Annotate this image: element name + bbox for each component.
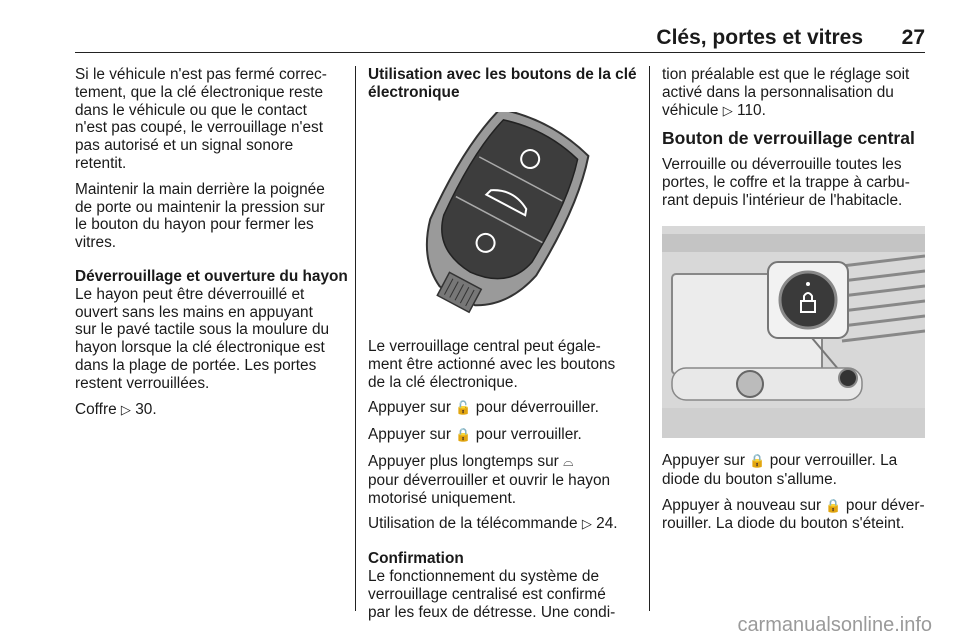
paragraph: Le verrouillage central peut égale- ment être actionné avec les boutons de la clé électronique. [368,338,616,391]
paragraph: Le hayon peut être déverrouillé et ouvert sans les mains en appuyant sur le pavé tactile sous la moulure du hayon lorsque la clé électronique est dans la plage de portée. Les portes restent verrouillées. [75,285,330,392]
paragraph: Le fonctionnement du système de verrouillage centralisé est confirmé par les feux de détresse. Une condi- [368,567,616,621]
paragraph: Verrouille ou déverrouille toutes les portes, le coffre et la trappe à carbu- rant depuis l'intérieur de l'habitacle. [662,156,910,209]
page-number: 27 [901,26,925,49]
paragraph: Maintenir la main derrière la poignée de porte ou maintenir la pression sur le bouton du hayon pour fermer les vitres. [75,180,325,252]
cross-reference[interactable]: Utilisation de la télécommande ▷ 24. [368,515,618,533]
column-divider-1 [355,66,356,611]
paragraph: Appuyer plus longtemps sur ⌓ pour déverrouiller et ouvrir le hayon motorisé uniquement. [368,452,611,507]
subheading-key-buttons: Utilisation avec les boutons de la clé électronique [368,66,637,101]
subheading-confirmation: Confirmation [368,550,464,568]
header-title: Clés, portes et vitres [656,26,863,49]
lock-icon: 🔒 [455,428,472,444]
reference-arrow-icon: ▷ [120,402,131,418]
column-2 [368,66,636,110]
cross-reference[interactable]: Coffre ▷ 30. [75,400,157,418]
tailgate-icon: ⌓ [563,454,574,470]
lock-icon: 🔒 [825,498,842,514]
lock-icon: 🔒 [749,454,766,469]
paragraph: Appuyer sur 🔒 pour verrouiller. La diode du bouton s'allume. [662,452,898,488]
electronic-key-illustration [372,112,634,330]
reference-arrow-icon: ▷ [581,517,592,533]
central-lock-button-illustration [662,226,925,438]
column-1 [75,66,348,427]
column-3-lower [662,452,930,541]
page-header [75,26,925,53]
footer-watermark: carmanualsonline.info [737,614,932,636]
paragraph: tion préalable est que le réglage soit activé dans la personnalisation du véhicule ▷ 110. [662,66,910,119]
column-divider-2 [649,66,650,611]
subheading-tailgate: Déverrouillage et ouverture du hayon [75,267,348,285]
column-3 [662,66,930,218]
unlock-icon: 🔓 [455,401,472,417]
section-heading: Bouton de verrouillage central [662,128,915,149]
paragraph: Si le véhicule n'est pas fermé correc- tement, que la clé électronique reste dans le véhicule ou que le contact n'est pas coupé, le verrouillage n'est pas autorisé et un signal sonore retentit. [75,66,327,172]
paragraph: Appuyer sur 🔓 pour déverrouiller. [368,399,599,417]
reference-arrow-icon: ▷ [722,103,733,119]
paragraph: Appuyer sur 🔒 pour verrouiller. [368,426,582,444]
paragraph: Appuyer à nouveau sur 🔒 pour déver- rouiller. La diode du bouton s'éteint. [662,496,925,533]
column-2-lower [368,338,636,629]
